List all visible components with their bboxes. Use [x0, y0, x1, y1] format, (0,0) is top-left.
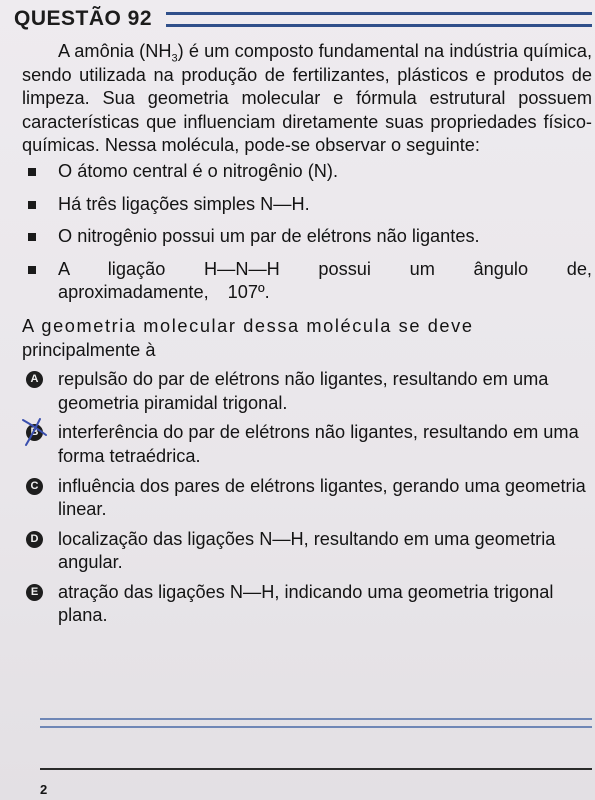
- alternative-d[interactable]: [22, 528, 592, 575]
- footer-rule: [40, 768, 592, 770]
- alternative-e[interactable]: [22, 581, 592, 628]
- observation-item: [22, 225, 592, 249]
- question-stem: [22, 315, 592, 362]
- intro-subscript: 3: [171, 52, 178, 65]
- question-header: [14, 4, 592, 34]
- intro-paragraph: [22, 40, 592, 158]
- question-title: QUESTÃO 92: [14, 7, 153, 30]
- observation-item: [22, 193, 592, 217]
- footer-double-rule: [40, 718, 592, 728]
- observation-item: [22, 160, 592, 184]
- intro-text-start: A amônia (NH: [58, 41, 172, 61]
- alternatives-list: [22, 368, 592, 628]
- pen-cross-mark-icon: [20, 415, 50, 447]
- observation-text: Há três ligações simples N—H.: [58, 193, 310, 214]
- alternative-text: interferência do par de elétrons não ligantes, resultando em uma forma tetraédrica.: [58, 422, 579, 466]
- alternative-text: localização das ligações N—H, resultando em uma geometria angular.: [58, 528, 556, 573]
- square-bullet-icon: [28, 233, 36, 241]
- alternative-text: atração das ligações N—H, indicando uma geometria trigonal plana.: [58, 581, 554, 626]
- question-body: [22, 40, 592, 634]
- square-bullet-icon: [28, 266, 36, 274]
- alternative-text: influência dos pares de elétrons ligantes, gerando uma geometria linear.: [58, 475, 586, 520]
- alternative-a[interactable]: [22, 368, 592, 415]
- observation-text: O átomo central é o nitrogênio (N).: [58, 160, 339, 181]
- stem-line-1: A geometria molecular dessa molécula se deve: [22, 315, 474, 336]
- page-number: 2: [40, 782, 48, 797]
- letter-a-icon: A: [26, 371, 43, 388]
- letter-b-icon: B: [26, 424, 43, 441]
- alternative-b[interactable]: [22, 421, 592, 468]
- observation-list: [22, 160, 592, 305]
- letter-d-icon: D: [26, 531, 43, 548]
- square-bullet-icon: [28, 201, 36, 209]
- observation-text: A ligação H—N—H possui um ângulo de, aproximadamente, 107º.: [58, 258, 592, 303]
- header-double-rule: [166, 12, 592, 27]
- stem-line-2: principalmente à: [22, 339, 156, 360]
- observation-item: [22, 258, 592, 305]
- letter-e-icon: E: [26, 584, 43, 601]
- alternative-c[interactable]: [22, 475, 592, 522]
- alternative-text: repulsão do par de elétrons não ligantes, resultando em uma geometria piramidal trigonal.: [58, 369, 549, 413]
- letter-c-icon: C: [26, 478, 43, 495]
- intro-text-rest: ) é um composto fundamental na indústria química, sendo utilizada na produção de fertilizantes, plásticos e produtos de limpeza. Sua geometria molecular e fórmula estrutural possuem características que influenciam diretamente suas propriedades físico-químicas. Nessa molécula, pode-se observar o seguinte:: [22, 41, 592, 156]
- observation-text: O nitrogênio possui um par de elétrons não ligantes.: [58, 226, 480, 247]
- square-bullet-icon: [28, 168, 36, 176]
